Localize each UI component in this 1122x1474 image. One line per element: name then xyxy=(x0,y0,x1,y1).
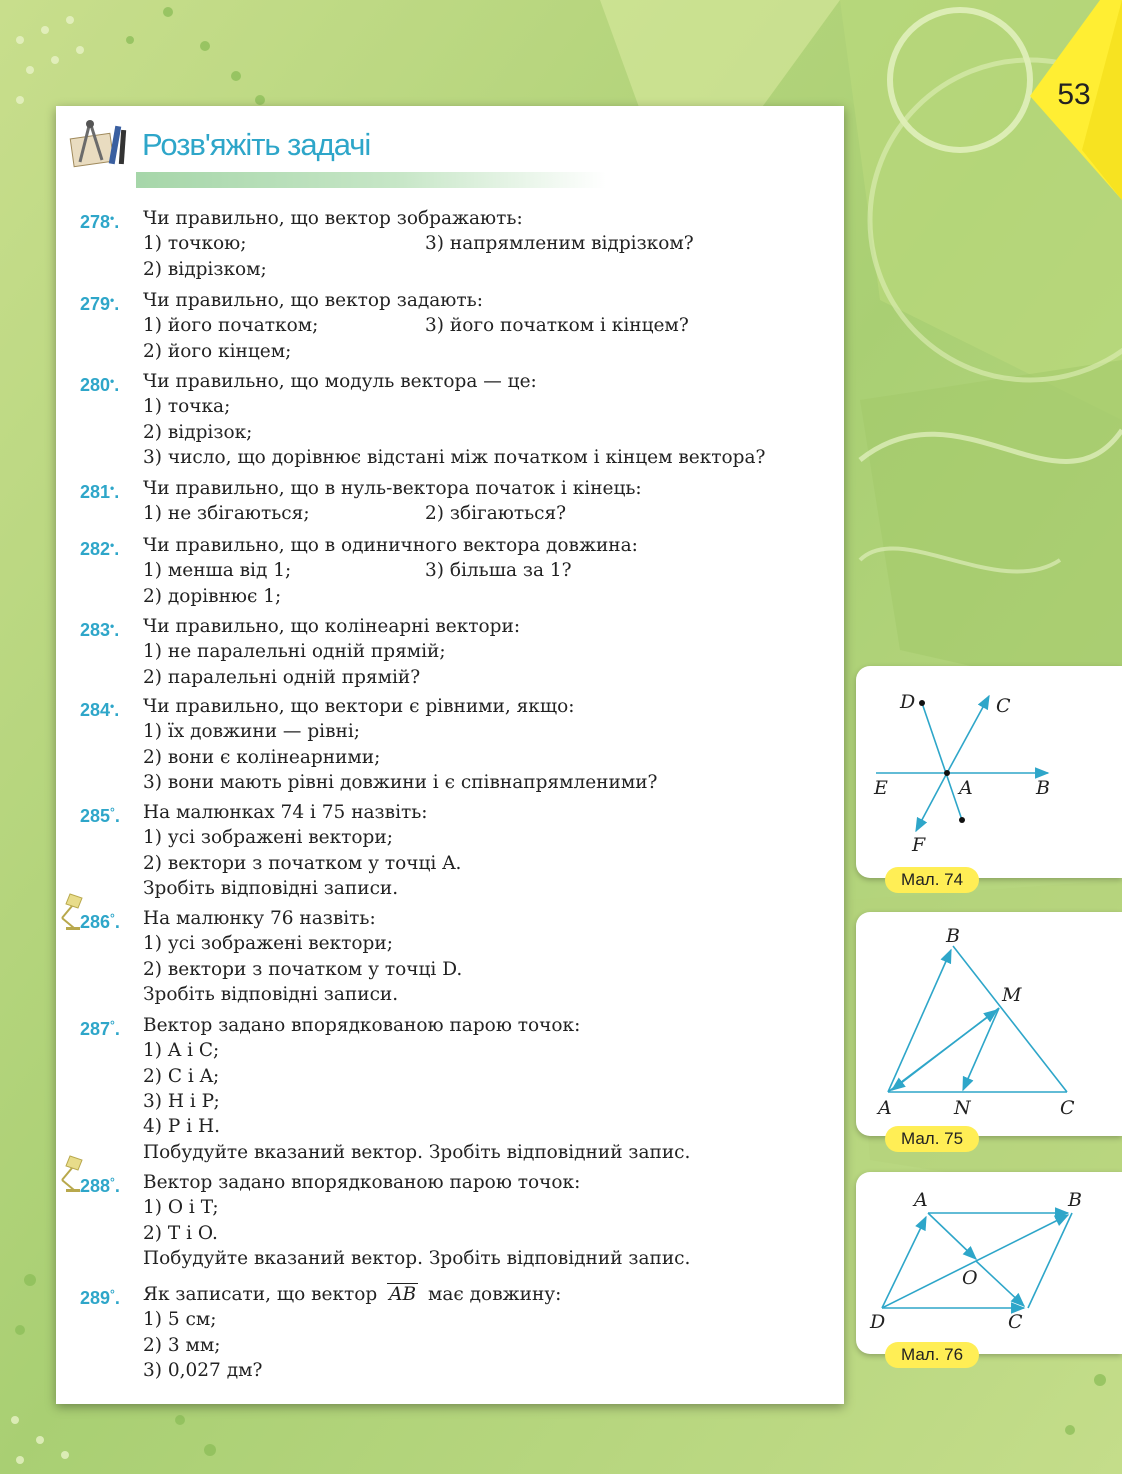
option: Побудуйте вказаний вектор. Зробіть відповідний запис. xyxy=(143,1248,691,1269)
problem-text: Вектор задано впорядкованою парою точок: xyxy=(143,1172,581,1193)
problem-text: Чи правильно, що в нуль-вектора початок і кінець: xyxy=(143,478,642,499)
problem-text: Чи правильно, що модуль вектора — це: xyxy=(143,371,537,392)
problem-number: 284•. xyxy=(80,699,120,720)
option: 1) не збігаються; xyxy=(143,503,310,524)
option: 1) A і C; xyxy=(143,1040,220,1061)
option: 2) дорівнює 1; xyxy=(143,586,282,607)
problem-text: Чи правильно, що в одиничного вектора довжина: xyxy=(143,535,638,556)
option: 3) H і P; xyxy=(143,1091,220,1112)
segment-bc xyxy=(953,946,1067,1092)
option: 2) його кінцем; xyxy=(143,341,292,362)
label-d: D xyxy=(900,691,916,713)
option: 2) вони є колінеарними; xyxy=(143,747,381,768)
option: 2) вектори з початком у точці A. xyxy=(143,853,462,874)
label-b: B xyxy=(1068,1189,1082,1211)
option: 2) T і O. xyxy=(143,1223,218,1244)
vector-ab xyxy=(888,950,951,1092)
option: 1) їх довжини — рівні; xyxy=(143,721,360,742)
figure-76-caption: Мал. 76 xyxy=(885,1342,979,1368)
option: 1) не паралельні одній прямій; xyxy=(143,641,446,662)
option: 3) його початком і кінцем? xyxy=(425,315,689,336)
label-a: A xyxy=(878,1097,892,1119)
label-n: N xyxy=(954,1097,971,1119)
problem-text: На малюнку 76 назвіть: xyxy=(143,908,376,929)
point-d xyxy=(919,700,925,706)
option: 2) вектори з початком у точці D. xyxy=(143,959,463,980)
figure-74-caption: Мал. 74 xyxy=(885,867,979,893)
label-a: A xyxy=(914,1189,928,1211)
label-c: C xyxy=(1008,1311,1023,1333)
option: 3) більша за 1? xyxy=(425,560,572,581)
drawing-tools-icon xyxy=(68,118,130,170)
vector-ab: AB xyxy=(389,1284,417,1305)
label-c: C xyxy=(1060,1097,1075,1119)
option: Побудуйте вказаний вектор. Зробіть відповідний запис. xyxy=(143,1142,691,1163)
label-f: F xyxy=(912,834,926,856)
label-d: D xyxy=(870,1311,886,1333)
figure-74-card xyxy=(856,666,1122,878)
vector-ao xyxy=(928,1213,976,1259)
vector-da xyxy=(882,1217,926,1308)
option: 1) 5 см; xyxy=(143,1309,217,1330)
label-a: A xyxy=(959,777,973,799)
vector-ac xyxy=(947,696,989,773)
label-b: B xyxy=(1036,777,1050,799)
option: Зробіть відповідні записи. xyxy=(143,878,399,899)
option: 1) усі зображені вектори; xyxy=(143,933,393,954)
problem-number: 279•. xyxy=(80,293,120,314)
label-m: M xyxy=(1002,984,1022,1006)
problem-text: Чи правильно, що вектор зображають: xyxy=(143,208,523,229)
segment-bc xyxy=(1028,1213,1072,1308)
problem-text: Вектор задано впорядкованою парою точок: xyxy=(143,1015,581,1036)
figure-76-card xyxy=(856,1172,1122,1354)
label-c: C xyxy=(996,695,1011,717)
figure-75-caption: Мал. 75 xyxy=(885,1126,979,1152)
option: 3) число, що дорівнює відстані між початком і кінцем вектора? xyxy=(143,447,766,468)
option: 2) відрізком; xyxy=(143,259,267,280)
problem-text: Як записати, що вектор AB має довжину: xyxy=(143,1284,562,1305)
section-title-underline xyxy=(136,172,606,188)
problem-number: 285°. xyxy=(80,805,120,826)
problem-number: 289°. xyxy=(80,1287,120,1308)
option: 2) C і A; xyxy=(143,1066,220,1087)
problem-number: 282•. xyxy=(80,538,120,559)
vector-ma xyxy=(892,1008,999,1090)
label-b: B xyxy=(946,925,960,947)
option: 1) менша від 1; xyxy=(143,560,292,581)
option: 2) відрізок; xyxy=(143,422,253,443)
figure-75-diagram xyxy=(856,912,1122,1136)
problem-number: 286°. xyxy=(80,911,120,932)
figure-74-diagram xyxy=(856,666,1122,878)
figure-75-card xyxy=(856,912,1122,1136)
figure-76-diagram xyxy=(856,1172,1122,1354)
problem-number: 283•. xyxy=(80,619,120,640)
option: 1) усі зображені вектори; xyxy=(143,827,393,848)
option: Зробіть відповідні записи. xyxy=(143,984,399,1005)
option: 2) збігаються? xyxy=(425,503,567,524)
vector-db xyxy=(882,1215,1068,1308)
vector-mn xyxy=(963,1008,999,1090)
problem-number: 278•. xyxy=(80,211,120,232)
problem-number: 288°. xyxy=(80,1175,120,1196)
label-e: E xyxy=(874,777,888,799)
option: 2) паралельні одній прямій? xyxy=(143,667,421,688)
option: 3) вони мають рівні довжини і є співнапрямленими? xyxy=(143,772,658,793)
problem-number: 280•. xyxy=(80,374,120,395)
option: 2) 3 мм; xyxy=(143,1335,221,1356)
option: 1) точка; xyxy=(143,396,231,417)
option: 1) його початком; xyxy=(143,315,319,336)
page-number: 53 xyxy=(1057,78,1091,111)
problem-number: 281•. xyxy=(80,481,120,502)
point-end xyxy=(959,817,965,823)
option: 3) 0,027 дм? xyxy=(143,1360,263,1381)
problem-text: Чи правильно, що вектор задають: xyxy=(143,290,483,311)
point-a xyxy=(944,770,950,776)
vector-af xyxy=(916,773,947,831)
problem-text: Чи правильно, що колінеарні вектори: xyxy=(143,616,521,637)
option: 4) P і H. xyxy=(143,1116,221,1137)
option: 1) точкою; xyxy=(143,233,247,254)
vector-oc xyxy=(976,1261,1024,1306)
problem-text: На малюнках 74 і 75 назвіть: xyxy=(143,802,428,823)
section-title: Розв'яжіть задачі xyxy=(142,127,371,162)
problem-text: Чи правильно, що вектори є рівними, якщо: xyxy=(143,696,575,717)
label-o: O xyxy=(962,1267,978,1289)
option: 1) O і T; xyxy=(143,1197,219,1218)
problem-number: 287°. xyxy=(80,1018,120,1039)
option: 3) напрямленим відрізком? xyxy=(425,233,694,254)
segment-da xyxy=(922,703,962,820)
